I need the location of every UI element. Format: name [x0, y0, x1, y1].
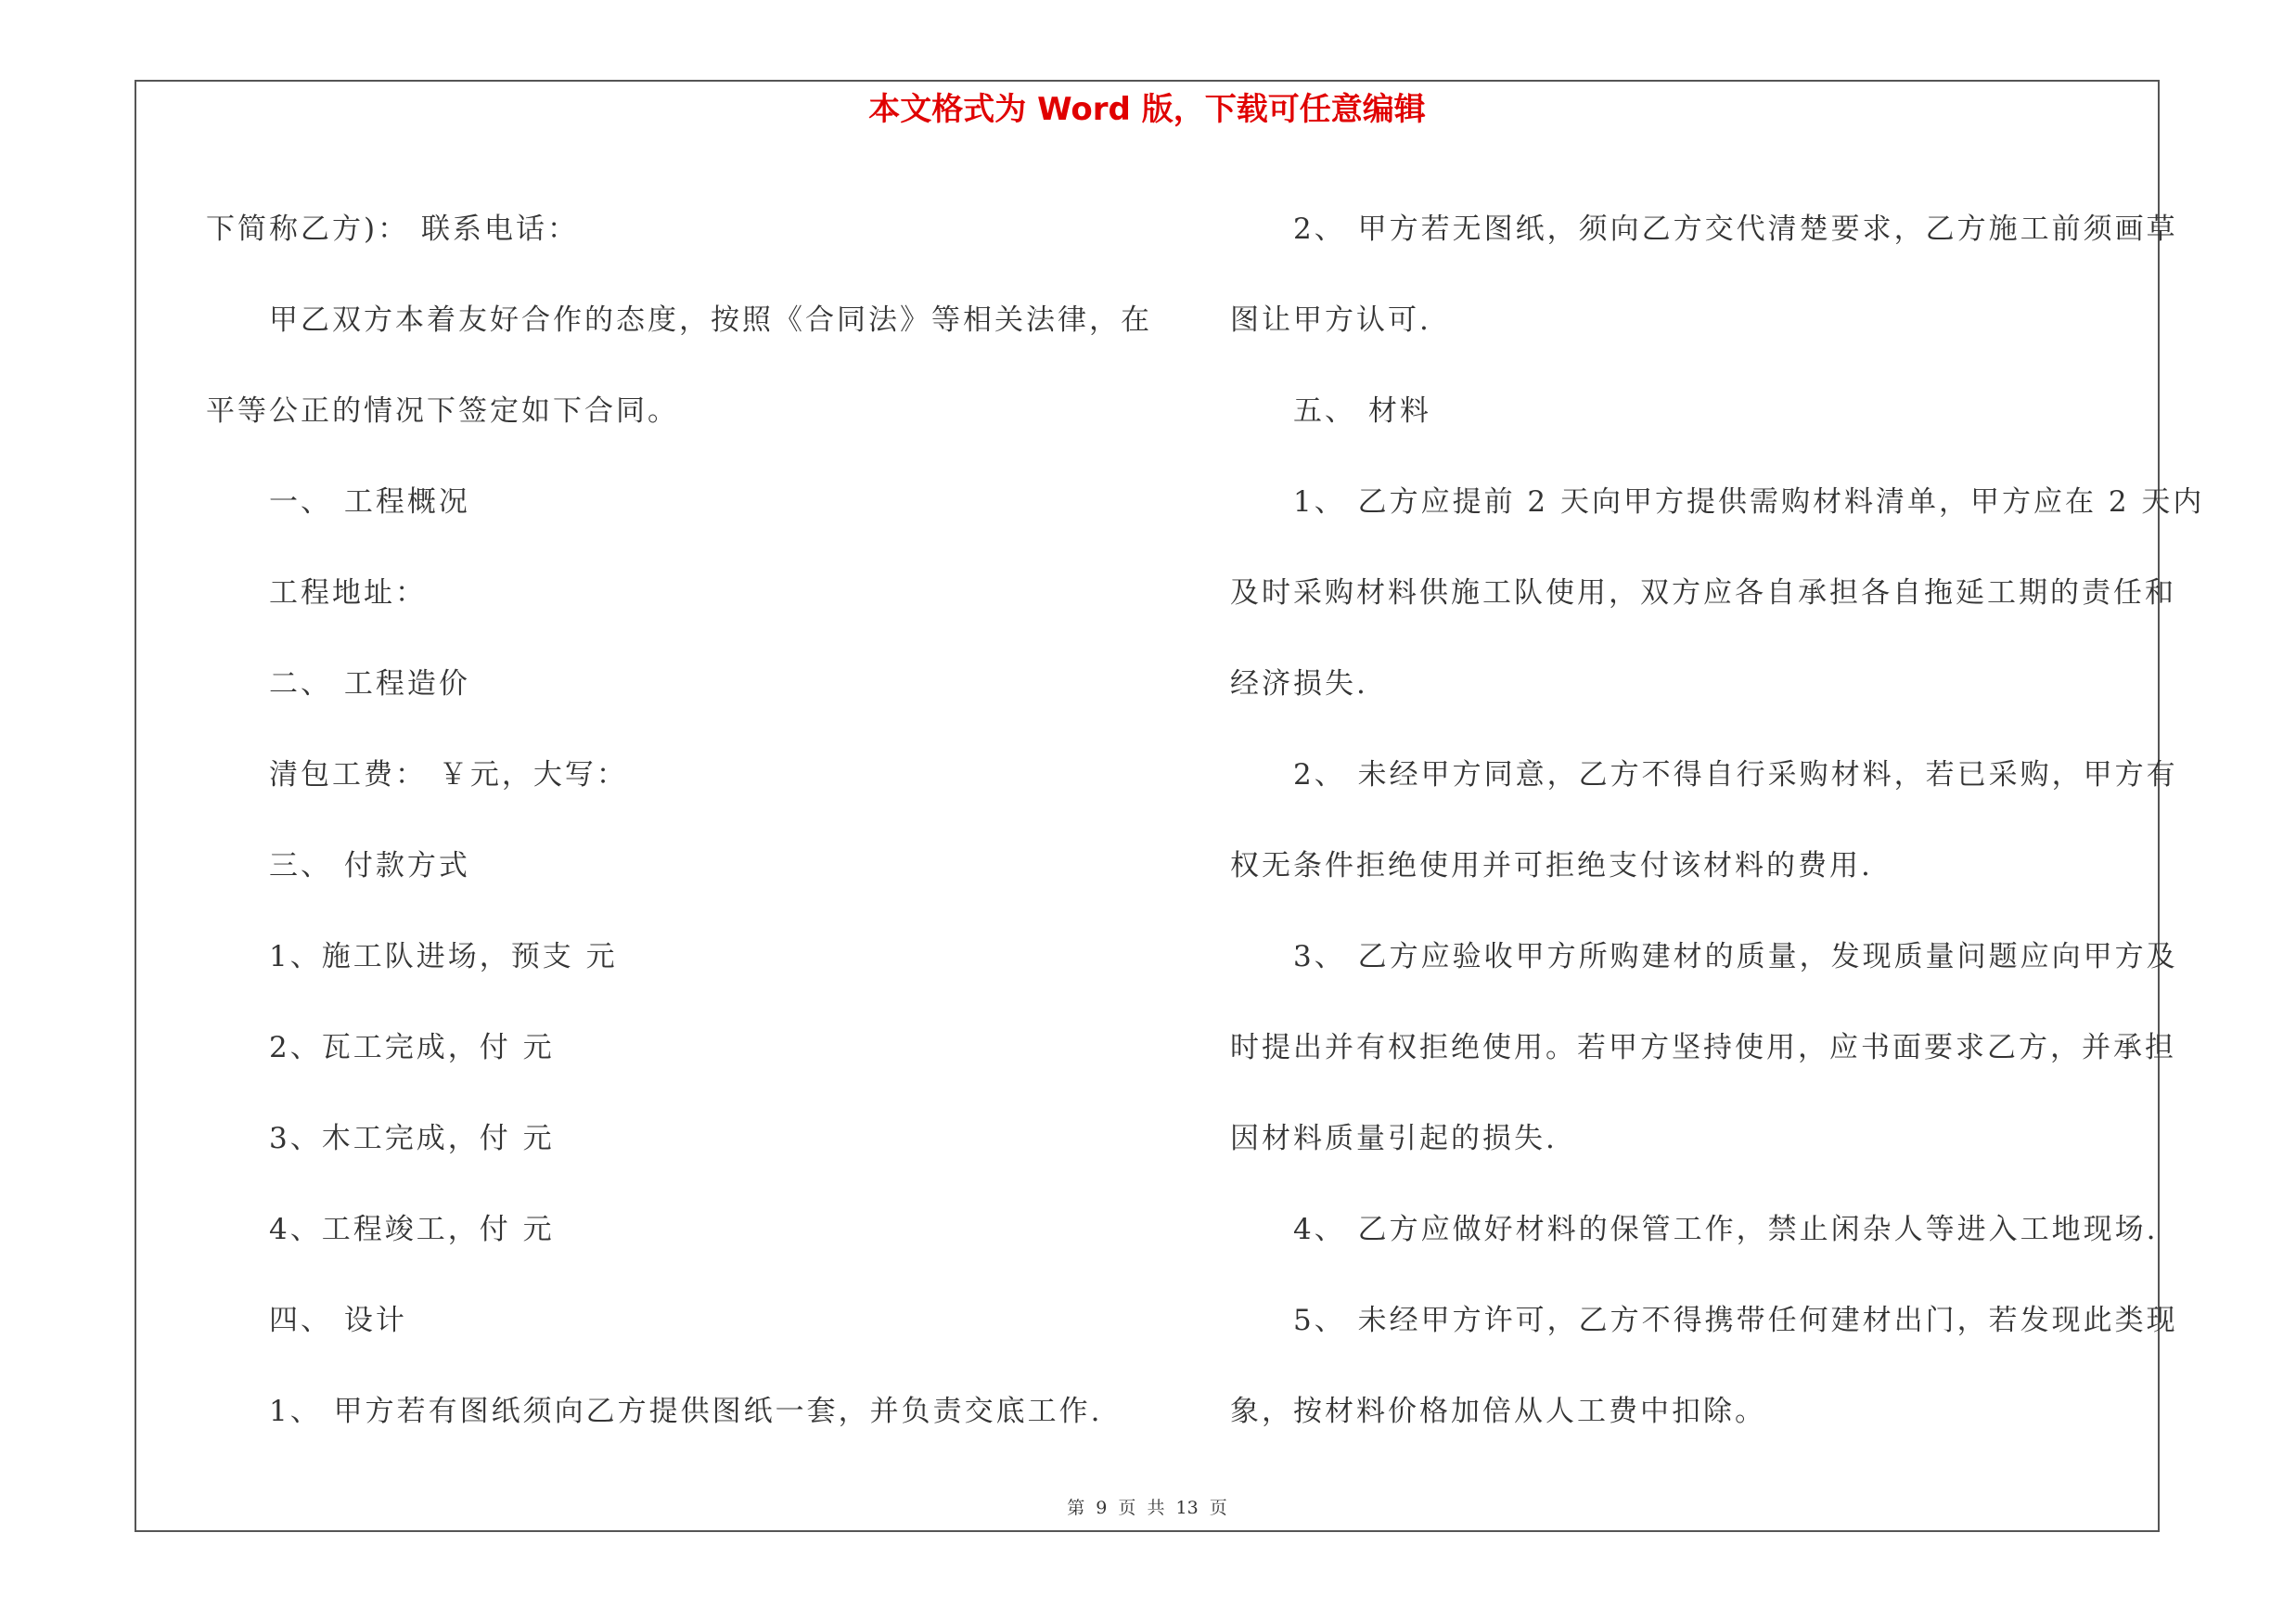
left-para-2: 甲乙双方本着友好合作的态度，按照《合同法》等相关法律，在 — [269, 303, 1152, 337]
word-format-banner: 本文格式为 Word 版，下载可任意编辑 — [868, 91, 1426, 128]
page-number: 第 9 页 共 13 页 — [1067, 1498, 1227, 1518]
left-para-6: 二、 工程造价 — [269, 667, 470, 701]
right-para-10: 时提出并有权拒绝使用。若甲方坚持使用，应书面要求乙方，并承担 — [1230, 1031, 2176, 1064]
left-para-10: 2、瓦工完成，付 元 — [269, 1031, 555, 1064]
right-para-3: 五、 材料 — [1293, 394, 1431, 428]
right-para-11: 因材料质量引起的损失. — [1230, 1122, 1558, 1155]
right-para-14: 象，按材料价格加倍从人工费中扣除。 — [1230, 1395, 1766, 1428]
left-para-12: 4、工程竣工，付 元 — [269, 1213, 555, 1246]
right-para-12: 4、 乙方应做好材料的保管工作，禁止闲杂人等进入工地现场. — [1293, 1213, 2159, 1246]
left-column — [206, 184, 1152, 1457]
left-para-5: 工程地址： — [269, 576, 427, 610]
right-column — [1230, 184, 2205, 1457]
left-para-7: 清包工费： ￥元，大写： — [269, 758, 628, 792]
right-para-13: 5、 未经甲方许可，乙方不得携带任何建材出门，若发现此类现 — [1293, 1304, 2178, 1337]
right-para-9: 3、 乙方应验收甲方所购建材的质量，发现质量问题应向甲方及 — [1293, 940, 2178, 973]
left-para-3: 平等公正的情况下签定如下合同。 — [206, 394, 679, 428]
right-para-6: 经济损失. — [1230, 667, 1368, 701]
right-para-1: 2、 甲方若无图纸，须向乙方交代清楚要求，乙方施工前须画草 — [1293, 213, 2178, 246]
right-para-2: 图让甲方认可. — [1230, 303, 1431, 337]
left-para-11: 3、木工完成，付 元 — [269, 1122, 555, 1155]
left-para-13: 四、 设计 — [269, 1304, 407, 1337]
right-para-4: 1、 乙方应提前 2 天向甲方提供需购材料清单，甲方应在 2 天内 — [1293, 485, 2205, 519]
left-para-8: 三、 付款方式 — [269, 849, 470, 882]
right-para-7: 2、 未经甲方同意，乙方不得自行采购材料，若已采购，甲方有 — [1293, 758, 2178, 792]
left-para-9: 1、施工队进场，预支 元 — [269, 940, 618, 973]
right-para-8: 权无条件拒绝使用并可拒绝支付该材料的费用. — [1230, 849, 1873, 882]
left-para-4: 一、 工程概况 — [269, 485, 470, 519]
right-para-5: 及时采购材料供施工队使用，双方应各自承担各自拖延工期的责任和 — [1230, 576, 2176, 610]
left-para-14: 1、 甲方若有图纸须向乙方提供图纸一套，并负责交底工作. — [269, 1395, 1103, 1428]
left-para-1: 下简称乙方)： 联系电话： — [206, 213, 579, 246]
